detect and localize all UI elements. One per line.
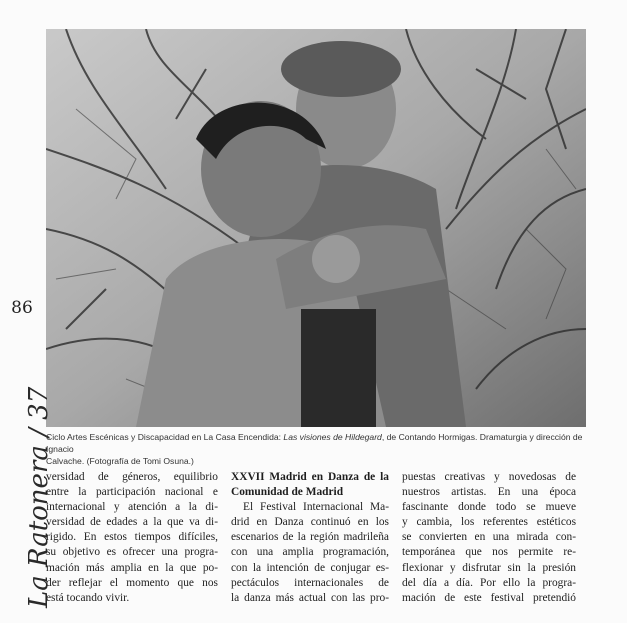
text-line: El Festival Internacional Ma- [243, 501, 389, 514]
text-line: y cambia, los referentes estéticos [402, 516, 576, 529]
text-line: la danza más actual con las pro- [231, 591, 389, 604]
text-line: temporánea que nos permite re- [402, 546, 576, 559]
text-line: mación de este festival pretendió [402, 591, 576, 604]
caption-suffix: , de Contando Hormigas. Dramaturgia y dirección de Ignacio [46, 432, 583, 454]
section-heading: Comunidad de Madrid [231, 486, 344, 499]
magazine-issue: La Ratonera / 37 [24, 386, 54, 608]
text-line: su objetivo es ofrecer una progra- [46, 546, 218, 559]
caption-line-1 [46, 431, 591, 455]
text-line: flexionar y disfrutar sin la presión [402, 561, 576, 574]
photo-caption [46, 431, 591, 467]
photo [46, 29, 586, 427]
text-column-3 [402, 470, 576, 606]
text-line: pectáculos internacionales de [231, 576, 389, 589]
text-line: con una amplia programación, [231, 546, 389, 559]
text-line: está tocando vivir. [46, 591, 130, 604]
text-line: puestas creativas y novedosas de [402, 471, 576, 483]
text-line: versidad de géneros, equilibrio [46, 471, 218, 483]
caption-title: Las visiones de Hildegard [283, 432, 382, 442]
text-line: rigido. En estos tiempos difíciles, [46, 531, 218, 544]
text-line: mación más amplia en la que po- [46, 561, 218, 574]
text-line: fascinante donde todo se mueve [402, 501, 576, 514]
text-line: der reflejar el momento que nos [46, 576, 218, 589]
text-column-2 [231, 470, 389, 606]
text-line: versidad de edades a la que va di- [46, 516, 218, 529]
text-line: del día a día. Por ello la progra- [402, 576, 576, 589]
text-line: con la intención de conjugar es- [231, 561, 389, 574]
photo-illustration [46, 29, 586, 427]
text-column-1 [46, 470, 218, 606]
page-number: 86 [11, 298, 33, 318]
section-heading: XXVII Madrid en Danza de la [231, 471, 389, 483]
text-line: internacional y atención a la di- [46, 501, 218, 514]
text-line: drid en Danza continuó en los [231, 516, 389, 529]
text-line: nuestros artistas. En una época [402, 486, 576, 499]
caption-prefix: Ciclo Artes Escénicas y Discapacidad en La Casa Encendida: [46, 432, 284, 442]
text-line: escenarios de la región madrileña [231, 531, 389, 544]
text-line: se convierten en una mirada con- [402, 531, 576, 544]
caption-line-2: Calvache. (Fotografía de Tomi Osuna.) [46, 456, 194, 466]
text-line: entre la participación nacional e [46, 486, 218, 499]
